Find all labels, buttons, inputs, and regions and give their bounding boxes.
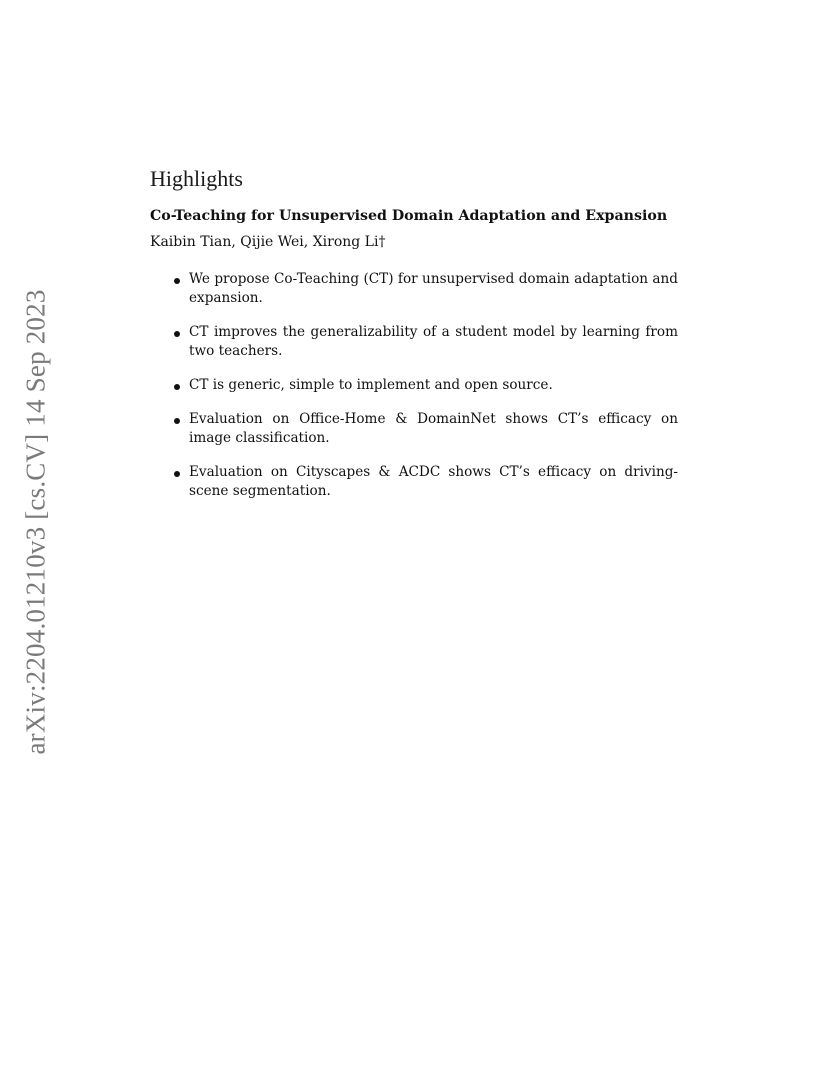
highlight-text: Evaluation on Cityscapes & ACDC shows CT’s efficacy on driving-scene segmentation.	[189, 464, 678, 499]
highlight-text: CT is generic, simple to implement and open source.	[189, 377, 553, 393]
highlights-list	[150, 270, 678, 501]
highlight-item	[150, 410, 678, 448]
section-heading: Highlights	[150, 166, 243, 191]
bullet-icon	[174, 331, 180, 337]
highlight-text: We propose Co-Teaching (CT) for unsupervised domain adaptation and expansion.	[189, 271, 678, 306]
paper-title: Co-Teaching for Unsupervised Domain Adaptation and Expansion	[150, 208, 668, 224]
arxiv-identifier: arXiv:2204.01210v3 [cs.CV] 14 Sep 2023	[20, 289, 51, 755]
highlight-item	[150, 270, 678, 308]
highlight-item	[150, 323, 678, 361]
bullet-icon	[174, 418, 180, 424]
bullet-icon	[174, 471, 180, 477]
highlight-item	[150, 376, 678, 395]
highlight-text: Evaluation on Office-Home & DomainNet shows CT’s efficacy on image classification.	[189, 411, 678, 446]
highlight-text: CT improves the generalizability of a student model by learning from two teachers.	[189, 324, 678, 359]
author-list: Kaibin Tian, Qijie Wei, Xirong Li†	[150, 234, 386, 250]
bullet-icon	[174, 384, 180, 390]
arxiv-side-stamp	[0, 0, 51, 755]
bullet-icon	[174, 278, 180, 284]
highlights-page	[150, 166, 678, 516]
highlight-item	[150, 463, 678, 501]
